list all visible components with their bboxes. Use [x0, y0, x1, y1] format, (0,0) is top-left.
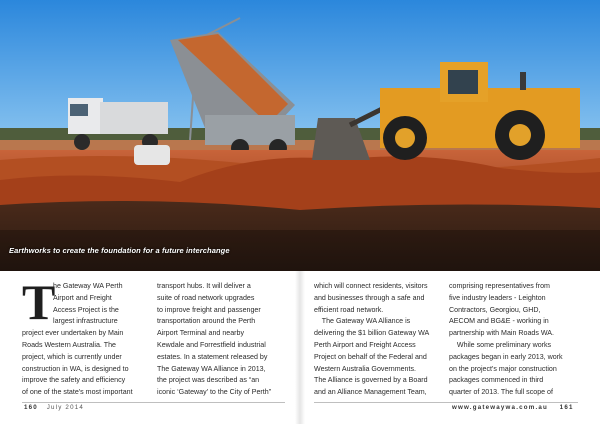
column-line: AECOM and BG&E - working in — [449, 317, 549, 326]
column-line: improve the safety and efficiency — [22, 376, 126, 385]
column-line: to improve freight and passenger — [157, 305, 261, 314]
column-line: Project on behalf of the Federal and — [314, 352, 427, 361]
article-column-3 — [314, 281, 444, 399]
footer-right — [452, 404, 574, 411]
column-line: construction in WA, is designed to — [22, 364, 129, 373]
column-line: The Gateway WA Alliance is — [314, 317, 411, 326]
column-line: quarter of 2013. The full scope of — [449, 388, 553, 397]
article-column-4 — [449, 281, 579, 399]
page-number-right: 161 — [559, 404, 574, 411]
column-line: Access Project is the — [53, 305, 119, 314]
column-line: transport hubs. It will deliver a — [157, 282, 251, 290]
column-line: estates. In a statement released by — [157, 352, 268, 361]
column-line: partnership with Main Roads WA. — [449, 329, 555, 338]
footer-left — [24, 404, 84, 411]
column-line: Airport and Freight — [53, 293, 112, 302]
column-line: on the project's major construction — [449, 364, 557, 373]
page-number-left: 160 — [24, 404, 38, 411]
water-tank — [134, 145, 170, 165]
column-line: he Gateway WA Perth — [53, 282, 123, 290]
column-line: project, which is currently under — [22, 352, 122, 361]
column-line: Roads Western Australia. The — [22, 340, 116, 349]
column-line: efficient road network. — [314, 305, 384, 314]
column-line: five industry leaders - Leighton — [449, 293, 546, 302]
column-line: The Gateway WA Alliance in 2013, — [157, 364, 266, 373]
column-line: transportation around the Perth — [157, 317, 256, 326]
article-column-2 — [157, 281, 287, 399]
column-line: While some preliminary works — [449, 340, 552, 349]
column-line: and businesses through a safe and — [314, 293, 425, 302]
photo-caption: Earthworks to create the foundation for a future interchange — [9, 246, 230, 255]
column-line: project ever undertaken by Main — [22, 329, 124, 338]
column-line: comprising representatives from — [449, 282, 550, 290]
article-column-1 — [22, 274, 152, 399]
website-url[interactable]: www.gatewaywa.com.au — [452, 404, 548, 411]
column-line: Perth Airport and Freight Access — [314, 340, 416, 349]
page-gutter — [295, 271, 305, 424]
column-line: Airport Terminal and nearby — [157, 329, 245, 338]
issue-date: July 2014 — [46, 404, 84, 411]
column-line: and an Alliance Management Team, — [314, 388, 427, 397]
column-line: largest infrastructure — [53, 317, 118, 326]
column-line: the project was described as “an — [157, 376, 260, 385]
column-line: suite of road network upgrades — [157, 293, 255, 302]
column-line: which will connect residents, visitors — [314, 282, 428, 290]
column-line: Kewdale and Forrestfield industrial — [157, 340, 266, 349]
drop-cap: T — [22, 274, 56, 330]
column-line: Contractors, Georgiou, GHD, — [449, 305, 541, 314]
column-line: The Alliance is governed by a Board — [314, 376, 428, 385]
column-line: delivering the $1 billion Gateway WA — [314, 329, 430, 338]
column-line: Western Australia Governments. — [314, 364, 416, 373]
column-line: of one of the state's most important — [22, 388, 133, 397]
column-line: iconic ‘Gateway’ to the City of Perth” — [157, 388, 272, 397]
column-line: packages commenced in third — [449, 376, 544, 385]
column-line: packages began in early 2013, work — [449, 352, 563, 361]
